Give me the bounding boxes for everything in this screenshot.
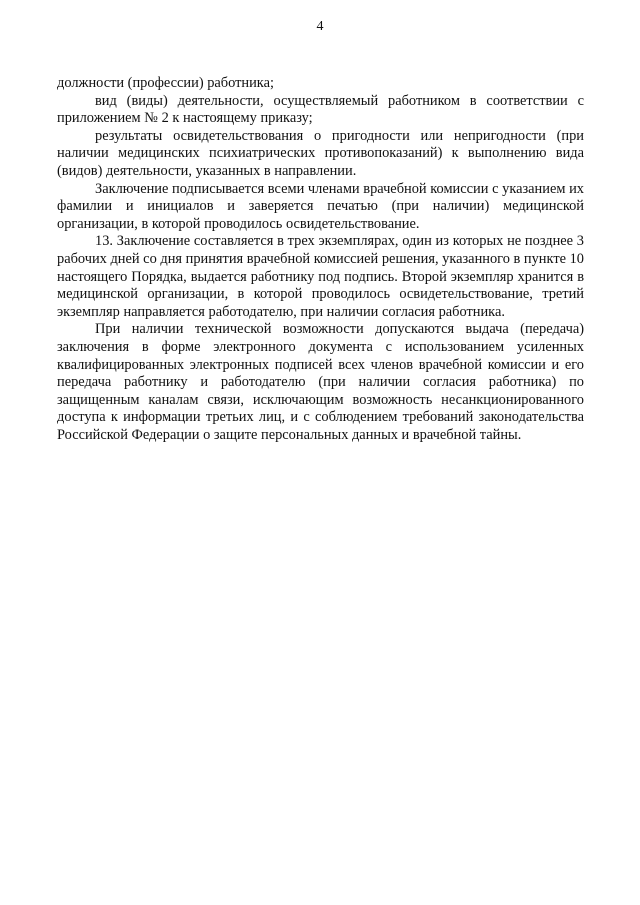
paragraph-position-field: должности (профессии) работника;: [57, 75, 274, 91]
paragraph-examination-results: результаты освидетельствования о пригодности или непригодности (при наличии медицинских психиатрических противопоказаний) к выполнению вида (видов) деятельности, указанных в направлении.: [57, 127, 584, 179]
paragraph-clause-13: 13. Заключение составляется в трех экземплярах, один из которых не позднее 3 рабочих дней со дня принятия врачебной комиссией решения, указанного в пункте 10 настоящего Порядка, выдается работнику под подпись. Второй экземпляр хранится в медицинской организации, в которой проводилось освидетельствование, третий экземпляр направляется работодателю, при наличии согласия работника.: [57, 233, 584, 320]
paragraph-conclusion-signing: Заключение подписывается всеми членами врачебной комиссии с указанием их фамилии и инициалов и заверяется печатью (при наличии) медицинской организации, в которой проводилось освидетельствование.: [57, 180, 584, 232]
document-body: [57, 75, 584, 444]
paragraph-activity-type: вид (виды) деятельности, осуществляемый работником в соответствии с приложением № 2 к настоящему приказу;: [57, 92, 584, 127]
page-number: 4: [316, 19, 324, 34]
paragraph-electronic-document: При наличии технической возможности допускаются выдача (передача) заключения в форме электронного документа с использованием усиленных квалифицированных электронных подписей всех членов врачебной комиссии и его передача работнику и работодателю (при наличии согласия работника) по защищенным каналам связи, исключающим возможность несанкционированного доступа к информации третьих лиц, и с соблюдением требований законодательства Российской Федерации о защите персональных данных и врачебной тайны.: [57, 321, 584, 443]
